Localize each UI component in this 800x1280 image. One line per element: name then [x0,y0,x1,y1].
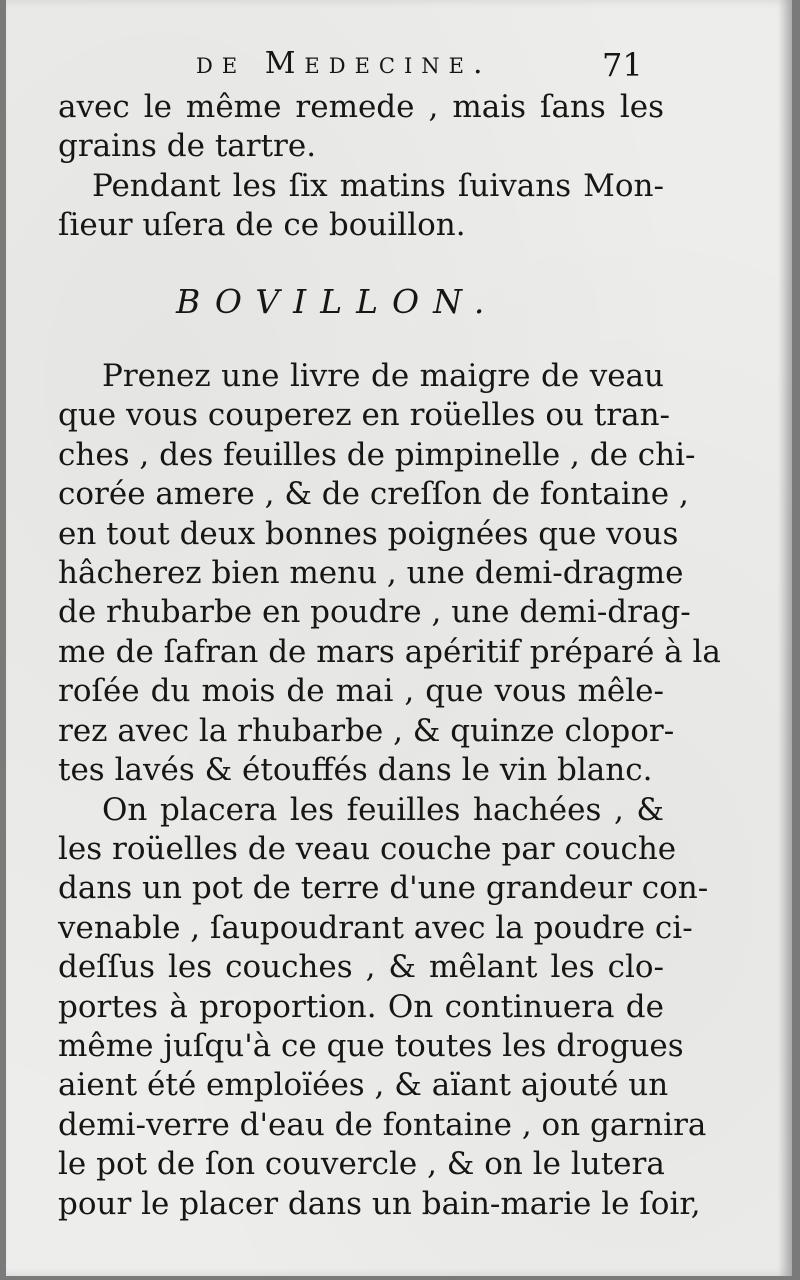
text-line: deſſus les couches , & mêlant les clo- [58,949,664,986]
text-line: Prenez une livre de maigre de veau [102,358,664,395]
text-line: rez avec la rhubarbe , & quinze clopor- [58,712,675,749]
text-line: avec le même remede , mais ſans les [58,89,664,125]
text-line: en tout deux bonnes poignées que vous [58,515,679,552]
text-line: de rhubarbe en poudre , une demi-drag- [58,594,691,631]
text-line: portes à proportion. On continuera de [58,988,664,1025]
text-line: pour le placer dans un bain-marie le ſoir, [58,1185,701,1222]
page-number: 71 [602,46,643,84]
spine-shadow [778,0,792,1276]
text-line: ches , des feuilles de pimpinelle , de chi- [58,436,696,473]
text-line: que vous couperez en roüelles ou tran- [58,397,671,434]
running-title: de Medecine. [196,46,492,81]
text-line: corée amere , & de creſſon de fontaine , [58,476,689,513]
text-line: On placera les feuilles hachées , & [102,791,664,828]
text-line: aient été emploïées , & aïant ajouté un [58,1067,669,1104]
text-line: Pendant les ſix matins ſuivans Mon- [92,167,664,204]
text-line: venable , ſaupoudrant avec la poudre ci- [58,909,693,946]
text-line: me de ſafran de mars apéritif préparé à la [58,633,721,670]
text-line: demi-verre d'eau de fontaine , on garnira [58,1106,707,1143]
text-line: hâcherez bien menu , une demi-dragme [58,555,684,592]
text-line: ſieur uſera de ce bouillon. [58,207,466,244]
section-title: BOVILLON. [176,281,499,321]
book-page [6,0,792,1276]
text-line: le pot de ſon couvercle , & on le lutera [58,1146,665,1183]
text-line: dans un pot de terre d'une grandeur con- [58,870,709,907]
text-line: même juſqu'à ce que toutes les drogues [58,1027,684,1064]
text-line: roſée du mois de mai , que vous mêle- [58,673,664,710]
text-line: tes lavés & étouffés dans le vin blanc. [58,752,653,789]
running-header [6,46,792,86]
text-line: grains de tartre. [58,128,317,165]
page-body [58,88,721,1224]
text-line: les roüelles de veau couche par couche [58,830,677,867]
